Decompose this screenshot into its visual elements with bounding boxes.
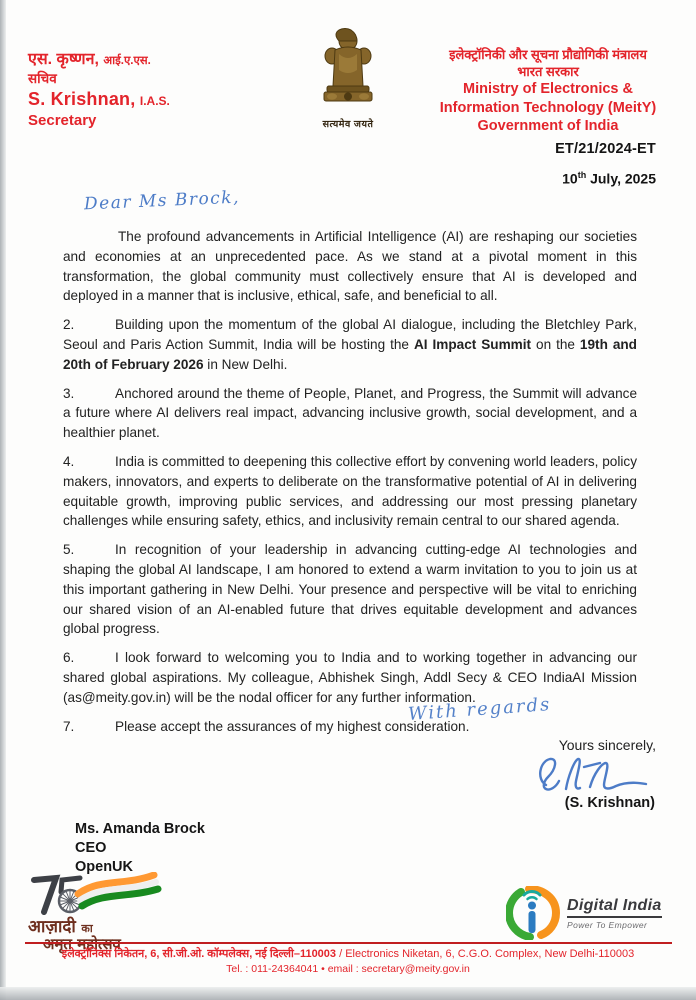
signatory-name: (S. Krishnan) xyxy=(564,795,655,811)
ministry-name-line2: Information Technology (MeitY) xyxy=(439,99,657,116)
paragraph-number: 5. xyxy=(63,542,75,558)
ministry-name-hindi: इलेक्ट्रॉनिकी और सूचना प्रौद्योगिकी मंत्रालय xyxy=(449,47,647,62)
government-english: Government of India xyxy=(477,118,619,134)
handwritten-salutation: Dear Ms Brock, xyxy=(83,187,241,215)
scan-edge-left xyxy=(0,0,6,1000)
signature-icon xyxy=(532,753,650,795)
azadi-logo-text: आज़ादी का xyxy=(28,917,93,937)
national-emblem xyxy=(304,28,392,130)
letter-body xyxy=(63,227,637,745)
sender-name-english: S. Krishnan, I.A.S. xyxy=(28,88,170,109)
paragraph-number: 7. xyxy=(63,718,75,734)
paragraph-number: 3. xyxy=(63,385,75,401)
paragraph: 6. I look forward to welcoming you to India and to working together in advancing our shared global aspirations. My colleague, Abhishek Singh, Addl Secy & CEO IndiaAI Mission (as@meity.gov.in) will be the nodal officer for any further information. xyxy=(63,650,637,705)
paragraph: The profound advancements in Artificial Intelligence (AI) are reshaping our societies and economies at an unprecedented pace. As we stand at a pivotal moment in this transformation, the global community must collectively ensure that AI is developed and deployed in a manner that is inclusive, ethical, safe, and beneficial to all. xyxy=(63,229,637,304)
addressee-name: Ms. Amanda Brock xyxy=(75,821,205,837)
digital-india-icon xyxy=(506,886,560,940)
paragraph-number: 6. xyxy=(63,650,75,666)
reference-number: ET/21/2024-ET xyxy=(555,141,656,157)
paragraph: 7. Please accept the assurances of my highest consideration. xyxy=(63,717,637,737)
footer-contact: Tel. : 011-24364041 • email : secretary@meity.gov.in xyxy=(226,963,470,975)
paragraph-number: 4. xyxy=(63,453,75,469)
addressee-org: OpenUK xyxy=(75,859,133,875)
lion-capital-icon xyxy=(319,28,377,110)
government-hindi: भारत सरकार xyxy=(517,64,579,79)
footer-address: इलेक्ट्रॉनिक्स निकेतन, 6, सी.जी.ओ. कॉम्पलेक्स, नई दिल्ली–110003 / Electronics Niketan, 6, C.G.O. Complex, New Delhi-110003 xyxy=(61,948,635,960)
emblem-motto: सत्यमेव जयते xyxy=(322,119,374,130)
digital-india-text: Digital India Power To Empower xyxy=(567,896,662,930)
ministry-name-line1: Ministry of Electronics & xyxy=(462,81,633,97)
closing-phrase: Yours sincerely, xyxy=(558,737,656,753)
paragraph-number: 2. xyxy=(63,317,75,333)
letter-date: 10th July, 2025 xyxy=(562,170,656,187)
addressee-block xyxy=(75,820,205,877)
footer-divider xyxy=(25,942,672,944)
paragraph: 3. Anchored around the theme of People, Planet, and Progress, the Summit will advance a future where AI delivers real impact, advancing inclusive growth, social development, and a healthier planet. xyxy=(63,385,637,441)
paragraph: 5. In recognition of your leadership in advancing cutting-edge AI technologies and shaping the global AI landscape, I am honored to extend a warm invitation to you to join us at this important gathering in New Delhi. Your presence and perspective will be vital to enriching our shared vision of an AI-enabled future that drives equitable development and advances global progress. xyxy=(63,542,637,637)
sender-title-hindi: सचिव xyxy=(28,71,57,86)
digital-india-logo xyxy=(506,886,662,940)
sender-block xyxy=(28,50,170,131)
azadi-75-flag-icon xyxy=(28,872,166,918)
sender-title-english: Secretary xyxy=(28,111,97,129)
signature-ink xyxy=(532,753,650,800)
addressee-title: CEO xyxy=(75,840,107,856)
handwritten-regards: With regards xyxy=(407,694,552,725)
ministry-block xyxy=(412,46,684,136)
sender-name-hindi: एस. कृष्णन, आई.ए.एस. xyxy=(28,51,151,68)
paragraph: 2. Building upon the momentum of the global AI dialogue, including the Bletchley Park, Seoul and Paris Action Summit, India will be hosting the AI Impact Summit on the 19th and 20th of February 2026 in New Delhi. xyxy=(63,317,637,372)
azadi-ka-amrit-mahotsav-logo xyxy=(28,872,178,953)
scan-edge-bottom xyxy=(0,987,696,1000)
paragraph: 4. India is committed to deepening this collective effort by convening world leaders, policy makers, innovators, and experts to deliberate on the transformative potential of AI in delivering equitable growth, improving public services, and addressing our most pressing planetary challenges while ensuring safety, ethics, and inclusivity remain central to our shared agenda. xyxy=(63,453,637,529)
footer xyxy=(0,947,696,977)
